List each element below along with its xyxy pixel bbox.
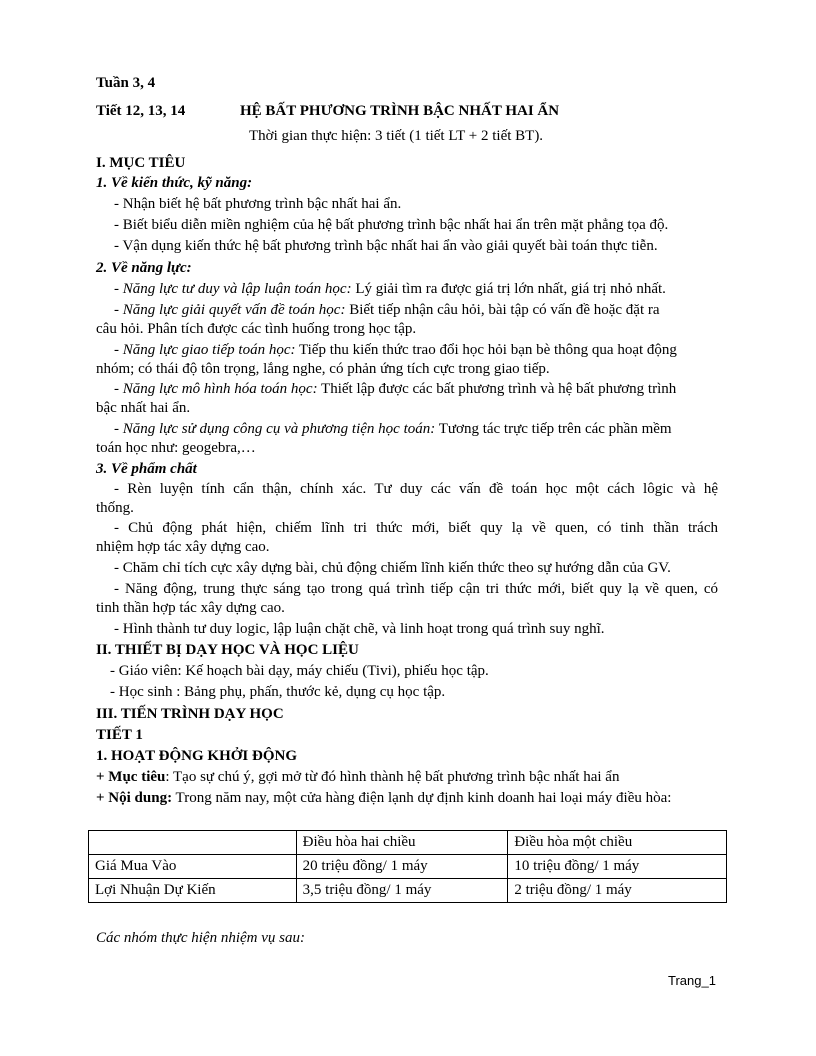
table-cell: 3,5 triệu đồng/ 1 máy <box>296 879 508 903</box>
content-line: + Nội dung: Trong năm nay, một cửa hàng điện lạnh dự định kinh doanh hai loại máy điều hòa: <box>96 790 672 806</box>
table-cell: 10 triệu đồng/ 1 máy <box>508 855 727 879</box>
competency-5-cont: toán học như: geogebra,… <box>96 440 256 456</box>
sub1-item-1: - Nhận biết hệ bất phương trình bậc nhất hai ẩn. <box>114 196 402 212</box>
table-header-cell <box>89 831 297 855</box>
periods-label: Tiết 12, 13, 14 <box>96 103 186 119</box>
section1-heading: I. MỤC TIÊU <box>96 155 186 171</box>
table-header-cell: Điều hòa hai chiều <box>296 831 508 855</box>
teacher-equipment: - Giáo viên: Kế hoạch bài dạy, máy chiếu (Tivi), phiếu học tập. <box>110 663 489 679</box>
quality-5: - Hình thành tư duy logic, lập luận chặt chẽ, và linh hoạt trong quá trình suy nghĩ. <box>114 621 605 637</box>
week-label: Tuần 3, 4 <box>96 75 156 91</box>
competency-4: - Năng lực mô hình hóa toán học: Thiết lập được các bất phương trình và hệ bất phương trình <box>114 381 677 397</box>
table-row <box>89 855 727 879</box>
quality-2: - Chủ động phát hiện, chiếm lĩnh tri thức mới, biết quy lạ về quen, có tinh thần trách <box>114 520 718 536</box>
table-cell: 2 triệu đồng/ 1 máy <box>508 879 727 903</box>
quality-3: - Chăm chỉ tích cực xây dựng bài, chủ động chiếm lĩnh kiến thức theo sự hướng dẫn của GV. <box>114 560 671 576</box>
table-cell: Lợi Nhuận Dự Kiến <box>89 879 297 903</box>
competency-3-cont: nhóm; có thái độ tôn trọng, lắng nghe, có phản ứng tích cực trong giao tiếp. <box>96 361 550 377</box>
lesson-title: HỆ BẤT PHƯƠNG TRÌNH BẬC NHẤT HAI ẨN <box>240 103 560 119</box>
competency-3: - Năng lực giao tiếp toán học: Tiếp thu kiến thức trao đổi học hỏi bạn bè thông qua hoạt động <box>114 342 677 358</box>
air-conditioner-table <box>88 830 727 903</box>
quality-1: - Rèn luyện tính cẩn thận, chính xác. Tư duy các vấn đề toán học một cách lôgic và hệ <box>114 481 718 497</box>
competency-2: - Năng lực giải quyết vấn đề toán học: Biết tiếp nhận câu hỏi, bài tập có vấn đề hoặc đặt ra <box>114 302 660 318</box>
sub3-heading: 3. Về phẩm chất <box>96 461 197 477</box>
table-header-row <box>89 831 727 855</box>
duration-line: Thời gian thực hiện: 3 tiết (1 tiết LT + 2 tiết BT). <box>249 128 544 144</box>
activity-heading: 1. HOẠT ĐỘNG KHỞI ĐỘNG <box>96 748 297 764</box>
quality-4: - Năng động, trung thực sáng tạo trong quá trình tiếp cận tri thức mới, biết quy lạ về quen, có <box>114 581 718 597</box>
competency-1: - Năng lực tư duy và lập luận toán học: Lý giải tìm ra được giá trị lớn nhất, giá trị nhỏ nhất. <box>114 281 666 297</box>
table-row <box>89 879 727 903</box>
page-number: Trang_1 <box>668 973 716 988</box>
period-label: TIẾT 1 <box>96 727 143 743</box>
competency-5: - Năng lực sử dụng công cụ và phương tiện học toán: Tương tác trực tiếp trên các phần mềm <box>114 421 672 437</box>
sub1-heading: 1. Về kiến thức, kỹ năng: <box>96 175 253 191</box>
sub1-item-3: - Vận dụng kiến thức hệ bất phương trình bậc nhất hai ẩn vào giải quyết bài toán thực tiễn. <box>114 238 658 254</box>
sub2-heading: 2. Về năng lực: <box>96 260 192 276</box>
table-header-cell: Điều hòa một chiều <box>508 831 727 855</box>
quality-4-cont: tinh thần hợp tác xây dựng cao. <box>96 600 285 616</box>
section2-heading: II. THIẾT BỊ DẠY HỌC VÀ HỌC LIỆU <box>96 642 359 658</box>
goal-line: + Mục tiêu: Tạo sự chú ý, gợi mở từ đó hình thành hệ bất phương trình bậc nhất hai ẩn <box>96 769 620 785</box>
quality-1-cont: thống. <box>96 500 134 516</box>
tasks-intro: Các nhóm thực hiện nhiệm vụ sau: <box>96 930 305 946</box>
student-equipment: - Học sinh : Bảng phụ, phấn, thước kẻ, dụng cụ học tập. <box>110 684 446 700</box>
table-cell: Giá Mua Vào <box>89 855 297 879</box>
table-cell: 20 triệu đồng/ 1 máy <box>296 855 508 879</box>
competency-2-cont: câu hỏi. Phân tích được các tình huống trong học tập. <box>96 321 417 337</box>
quality-2-cont: nhiệm hợp tác xây dựng cao. <box>96 539 270 555</box>
section3-heading: III. TIẾN TRÌNH DẠY HỌC <box>96 706 284 722</box>
sub1-item-2: - Biết biểu diễn miền nghiệm của hệ bất phương trình bậc nhất hai ẩn trên mặt phẳng tọa độ. <box>114 217 669 233</box>
competency-4-cont: bậc nhất hai ẩn. <box>96 400 191 416</box>
